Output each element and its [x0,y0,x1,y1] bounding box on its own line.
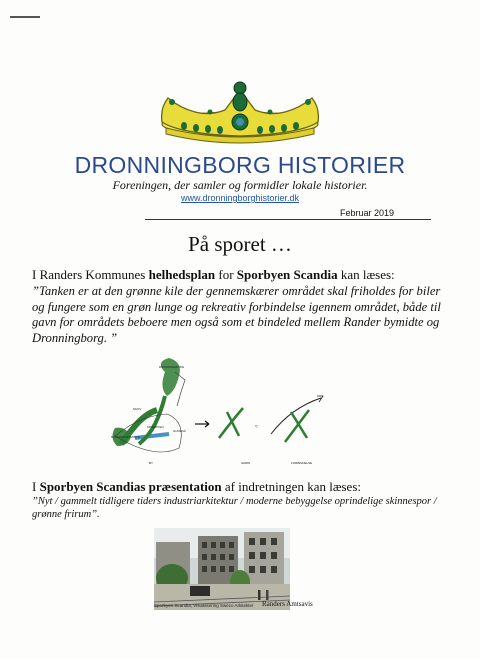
svg-text:GUDENÅ: GUDENÅ [173,429,186,433]
article-heading: På sporet … [188,232,292,256]
sporbyen-visualization-image [154,528,290,610]
image-credit: Randers Amtsavis [262,600,313,608]
website-link[interactable]: www.dronningborghistorier.dk [180,193,300,203]
svg-text:≈: ≈ [255,424,258,430]
svg-text:RANDERS BYMIDTE: RANDERS BYMIDTE [111,435,140,439]
svg-text:SKOV: SKOV [133,407,142,411]
newsletter-subtitle: Foreningen, der samler og formidler lokale historier. [112,178,368,192]
issue-date: Februar 2019 [340,208,395,218]
svg-text:BY: BY [149,461,154,465]
plan-quote: ”Tanken er at den grønne kile der gennemskærer området skal friholdes for biler og fungere som en grøn lunge og rekreativ forbindelse igennem området, både til gavn for områdets beboere men også som et bindeled mellem Rander bymidte og Dronningborg. ” [32,284,441,345]
svg-text:DRONNINGBORG: DRONNINGBORG [159,365,185,369]
intro-paragraph: I Randers Kommunes helhedsplan for Sporbyen Scandia kan læses: [32,267,395,282]
svg-text:GRØN: GRØN [241,461,250,465]
svg-text:SPORBYEN: SPORBYEN [147,425,164,429]
svg-text:FORBINDELSE: FORBINDELSE [291,461,313,465]
presentation-paragraph: I Sporbyen Scandias præsentation af indretningen kan læses: [32,479,361,494]
crown-logo [150,78,330,150]
presentation-quote: ”Nyt / gammelt tidligere tiders industriarkitektur / moderne bebyggelse oprindelige skinnespor / grønne frirum”. [32,496,437,520]
green-corridor-diagram [95,352,345,470]
scan-mark [10,16,40,18]
newsletter-title: DRONNINGBORG HISTORIER [74,152,406,178]
header-divider [145,219,431,220]
image-caption: Sporbyen Scandia, Visualisering Sweco Arkitekter [154,603,254,608]
